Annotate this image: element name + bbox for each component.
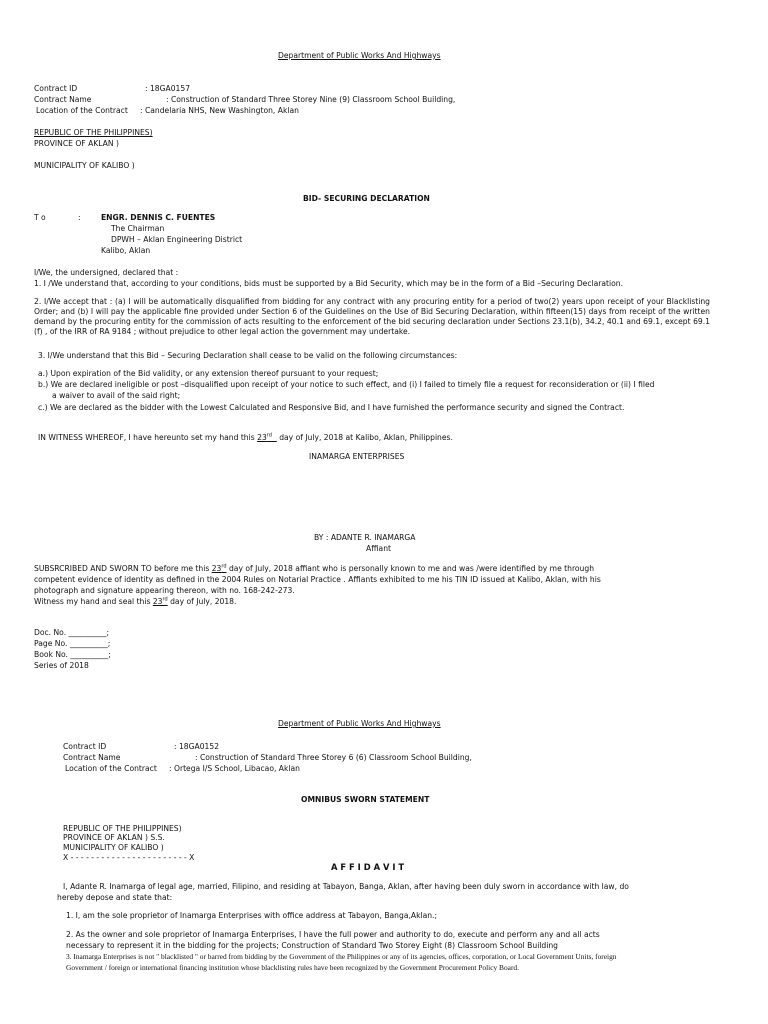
circumstance-a: a.) Upon expiration of the Bid validity, or any extension thereof pursuant to your request; [38, 369, 379, 378]
addressee-city: Kalibo, Aklan [101, 246, 151, 255]
location-label: Location of the Contract [36, 106, 128, 115]
contract-name-label-2: Contract Name [63, 753, 121, 762]
location-value-2: : Ortega I/S School, Libacao, Aklan [169, 764, 300, 773]
affidavit-intro-1: I, Adante R. Inamarga of legal age, married, Filipino, and residing at Tabayon, Banga, Aklan, after having been duly sworn in accordance with law, do [63, 882, 629, 891]
affidavit-item-3: 3. Inamarga Enterprises is not " blacklisted " or barred from bidding by the Government of the Philippines or any of its agencies, offices, corporation, or Local Government Units, foreign [66, 952, 617, 961]
witness-hand-day-number: 23 [152, 597, 163, 606]
affidavit-intro-2: hereby depose and state that: [57, 893, 173, 902]
signatory-by: BY : ADANTE R. INAMARGA [314, 533, 416, 542]
addressee-name: ENGR. DENNIS C. FUENTES [101, 213, 216, 222]
to-colon: : [78, 213, 81, 222]
circumstance-b-cont: a waiver to avail of the said right; [52, 391, 181, 400]
contract-name-value: : Construction of Standard Three Storey Nine (9) Classroom School Building, [166, 95, 456, 104]
affidavit-item-1: 1. I, am the sole proprietor of Inamarga Enterprises with office address at Tabayon, Banga,Aklan.; [66, 911, 438, 920]
witness-hand-text-1: Witness my hand and seal this [34, 597, 151, 606]
witness-hand-text-2: day of July, 2018. [170, 597, 237, 606]
doc-no: Doc. No. __________; [34, 628, 110, 637]
addressee-office: DPWH – Aklan Engineering District [111, 235, 243, 244]
circumstance-c: c.) We are declared as the bidder with the Lowest Calculated and Responsive Bid, and I have furnished the performance security and signed the Contract. [38, 403, 625, 412]
jurat-day-suffix: rd [221, 563, 227, 570]
witness-text-1: IN WITNESS WHEREOF, I have hereunto set my hand this [38, 433, 255, 442]
province-line: PROVINCE OF AKLAN ) [34, 139, 119, 148]
witness-text-2: day of July, 2018 at Kalibo, Aklan, Philippines. [279, 433, 453, 442]
contract-name-label: Contract Name [34, 95, 92, 104]
location-label-2: Location of the Contract [65, 764, 157, 773]
republic-line-2: REPUBLIC OF THE PHILIPPINES) [63, 824, 182, 833]
declaration-intro: I/We, the undersigned, declared that : [34, 268, 179, 277]
to-label: T o [34, 213, 46, 222]
omnibus-title: OMNIBUS SWORN STATEMENT [301, 795, 430, 804]
witness-hand-line [34, 597, 236, 607]
company-name: INAMARGA ENTERPRISES [309, 452, 405, 461]
witness-hand-day [153, 597, 168, 606]
circumstance-b: b.) We are declared ineligible or post –disqualified upon receipt of your notice to such effect, and (i) I failed to timely file a request for reconsideration or (ii) I filed [38, 380, 655, 389]
contract-id-value-2: : 18GA0152 [174, 742, 220, 751]
jurat-line-3: photograph and signature appearing thereon, with no. 168-242-273. [34, 586, 295, 595]
witness-day-number: 23 [257, 433, 267, 442]
municipality-line-2: MUNICIPALITY OF KALIBO ) [63, 843, 164, 852]
affidavit-item-2-cont: necessary to represent it in the bidding for the projects; Construction of Standard Two Storey Eight (8) Classroom School Building [66, 941, 558, 950]
x-separator: X - - - - - - - - - - - - - - - - - - - - - - - X [63, 853, 195, 862]
addressee-title: The Chairman [111, 224, 165, 233]
affiant-label: Affiant [366, 544, 391, 553]
contract-id-value: : 18GA0157 [145, 84, 191, 93]
witness-day-suffix: rd [266, 432, 272, 439]
province-line-2: PROVINCE OF AKLAN ) S.S. [63, 833, 165, 842]
jurat-line-2: competent evidence of identity as defined in the 2004 Rules on Notarial Practice . Affiants exhibited to me his TIN ID issued at Kalibo, Aklan, with his [34, 575, 601, 584]
jurat-line-1 [34, 564, 594, 574]
location-value: : Candelaria NHS, New Washington, Aklan [140, 106, 299, 115]
witness-day [257, 433, 277, 442]
affidavit-item-3-cont: Government / foreign or international financing institution whose blacklisting rules have been recognized by the Government Procurement Policy Board. [66, 963, 519, 972]
jurat-text-2: day of July, 2018 affiant who is personally known to me and was /were identified by me through [228, 564, 595, 573]
department-heading-2: Department of Public Works And Highways [278, 719, 441, 728]
witness-line [38, 433, 453, 443]
affidavit-item-2: 2. As the owner and sole proprietor of Inamarga Enterprises, I have the full power and authority to do, execute and perform any and all acts [66, 930, 600, 939]
affidavit-title: A F F I D A V I T [331, 862, 405, 872]
contract-id-label: Contract ID [34, 84, 78, 93]
witness-hand-day-suffix: rd [162, 596, 168, 603]
declaration-item-2: 2. I/We accept that : (a) I will be automatically disqualified from bidding for any contract with any procuring entity for a period of two(2) years upon receipt of your Blacklisting Order; and (b) I will pay the applicable fine provided under Section 6 of the Guidelines on the Use of Bid Securing Declaration, within fifteen(15) days from receipt of the written demand by the procuring entity for the commission of acts resulting to the enforcement of the bid securing declaration under Sections 23.1(b), 34.2, 40.1 and 69.1, except 69.1 (f) , of the IRR of RA 9184 ; without prejudice to other legal action the government may undertake. [34, 297, 710, 336]
department-heading: Department of Public Works And Highways [278, 51, 441, 60]
book-no: Book No. __________; [34, 650, 111, 659]
contract-id-label-2: Contract ID [63, 742, 107, 751]
page-no: Page No. __________; [34, 639, 111, 648]
declaration-item-3: 3. I/We understand that this Bid – Securing Declaration shall cease to be valid on the following circumstances: [38, 351, 458, 360]
municipality-line: MUNICIPALITY OF KALIBO ) [34, 161, 135, 170]
bid-securing-title: BID- SECURING DECLARATION [303, 194, 430, 203]
republic-line: REPUBLIC OF THE PHILIPPINES) [34, 128, 153, 137]
jurat-day [212, 564, 227, 573]
jurat-day-number: 23 [211, 564, 222, 573]
series-year: Series of 2018 [34, 661, 89, 670]
jurat-text-1: SUBSRCRIBED AND SWORN TO before me this [34, 564, 210, 573]
declaration-item-1: 1. I /We understand that, according to your conditions, bids must be supported by a Bid Security, which may be in the form of a Bid –Securing Declaration. [34, 279, 624, 288]
contract-name-value-2: : Construction of Standard Three Storey 6 (6) Classroom School Building, [195, 753, 472, 762]
